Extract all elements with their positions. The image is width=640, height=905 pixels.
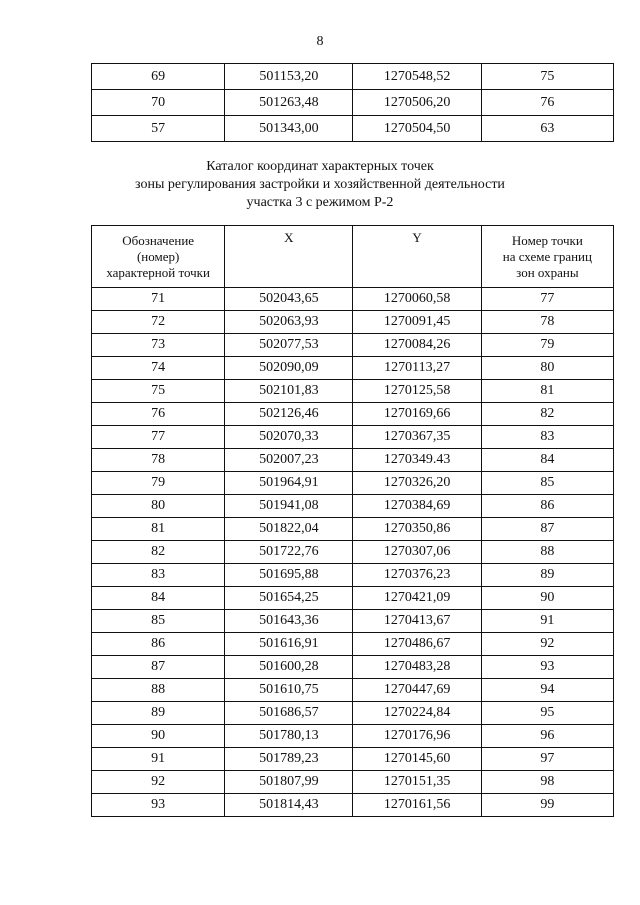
y-coordinate-cell: 1270326,20 [353, 472, 481, 495]
table-row [92, 472, 614, 495]
table-row [92, 116, 614, 142]
table-row [92, 403, 614, 426]
y-coordinate-cell: 1270349.43 [353, 449, 481, 472]
header-col4-line2: на схеме границ [502, 248, 592, 264]
point-number-cell: 93 [92, 794, 225, 817]
y-coordinate-cell: 1270504,50 [353, 116, 481, 142]
x-coordinate-cell: 501789,23 [225, 748, 353, 771]
point-number-cell: 78 [92, 449, 225, 472]
table-row [92, 357, 614, 380]
table-header [92, 226, 614, 288]
header-scheme-point-number [481, 226, 613, 288]
point-number-cell: 75 [92, 380, 225, 403]
table-row [92, 288, 614, 311]
scheme-point-number-cell: 75 [481, 64, 613, 90]
table-row [92, 541, 614, 564]
point-number-cell: 91 [92, 748, 225, 771]
table-row [92, 587, 614, 610]
y-coordinate-cell: 1270506,20 [353, 90, 481, 116]
point-number-cell: 87 [92, 656, 225, 679]
point-number-cell: 74 [92, 357, 225, 380]
catalog-caption [0, 158, 640, 212]
point-number-cell: 57 [92, 116, 225, 142]
point-number-cell: 73 [92, 334, 225, 357]
caption-line-3: участка 3 с режимом Р-2 [246, 195, 394, 210]
scheme-point-number-cell: 90 [481, 587, 613, 610]
y-coordinate-cell: 1270125,58 [353, 380, 481, 403]
table-row [92, 633, 614, 656]
y-coordinate-cell: 1270384,69 [353, 495, 481, 518]
x-coordinate-cell: 501643,36 [225, 610, 353, 633]
header-col1-line2: (номер) [136, 248, 180, 264]
x-coordinate-cell: 501814,43 [225, 794, 353, 817]
scheme-point-number-cell: 91 [481, 610, 613, 633]
scheme-point-number-cell: 92 [481, 633, 613, 656]
table-row [92, 771, 614, 794]
table-row [92, 380, 614, 403]
table-row [92, 656, 614, 679]
y-coordinate-cell: 1270421,09 [353, 587, 481, 610]
header-x-label: X [284, 230, 294, 245]
x-coordinate-cell: 502043,65 [225, 288, 353, 311]
point-number-cell: 83 [92, 564, 225, 587]
x-coordinate-cell: 502077,53 [225, 334, 353, 357]
x-coordinate-cell: 502101,83 [225, 380, 353, 403]
header-point-designation [92, 226, 225, 288]
scheme-point-number-cell: 82 [481, 403, 613, 426]
y-coordinate-cell: 1270176,96 [353, 725, 481, 748]
scheme-point-number-cell: 79 [481, 334, 613, 357]
point-number-cell: 69 [92, 64, 225, 90]
x-coordinate-cell: 501822,04 [225, 518, 353, 541]
point-number-cell: 81 [92, 518, 225, 541]
header-col1-line3: характерной точки [106, 264, 210, 280]
x-coordinate-cell: 501343,00 [225, 116, 353, 142]
x-coordinate-cell: 502126,46 [225, 403, 353, 426]
x-coordinate-cell: 502070,33 [225, 426, 353, 449]
scheme-point-number-cell: 99 [481, 794, 613, 817]
scheme-point-number-cell: 94 [481, 679, 613, 702]
y-coordinate-cell: 1270113,27 [353, 357, 481, 380]
header-col4-line3: зон охраны [516, 264, 579, 280]
x-coordinate-cell: 502063,93 [225, 311, 353, 334]
table-row [92, 610, 614, 633]
x-coordinate-cell: 502090,09 [225, 357, 353, 380]
y-coordinate-cell: 1270413,67 [353, 610, 481, 633]
scheme-point-number-cell: 88 [481, 541, 613, 564]
point-number-cell: 84 [92, 587, 225, 610]
table-row [92, 702, 614, 725]
y-coordinate-cell: 1270376,23 [353, 564, 481, 587]
table-row [92, 495, 614, 518]
table-row [92, 426, 614, 449]
table-row [92, 748, 614, 771]
scheme-point-number-cell: 78 [481, 311, 613, 334]
x-coordinate-cell: 501941,08 [225, 495, 353, 518]
point-number-cell: 86 [92, 633, 225, 656]
point-number-cell: 77 [92, 426, 225, 449]
table-row [92, 564, 614, 587]
y-coordinate-cell: 1270486,67 [353, 633, 481, 656]
scheme-point-number-cell: 81 [481, 380, 613, 403]
y-coordinate-cell: 1270169,66 [353, 403, 481, 426]
x-coordinate-cell: 501964,91 [225, 472, 353, 495]
x-coordinate-cell: 501686,57 [225, 702, 353, 725]
y-coordinate-cell: 1270548,52 [353, 64, 481, 90]
header-col1-line1: Обозначение [122, 232, 195, 248]
continued-coordinates-table [91, 63, 614, 142]
scheme-point-number-cell: 87 [481, 518, 613, 541]
scheme-point-number-cell: 76 [481, 90, 613, 116]
point-number-cell: 76 [92, 403, 225, 426]
scheme-point-number-cell: 95 [481, 702, 613, 725]
scheme-point-number-cell: 84 [481, 449, 613, 472]
y-coordinate-cell: 1270151,35 [353, 771, 481, 794]
scheme-point-number-cell: 97 [481, 748, 613, 771]
y-coordinate-cell: 1270084,26 [353, 334, 481, 357]
continued-table-body [92, 64, 614, 142]
point-number-cell: 70 [92, 90, 225, 116]
x-coordinate-cell: 501263,48 [225, 90, 353, 116]
header-y [353, 226, 481, 288]
scheme-point-number-cell: 80 [481, 357, 613, 380]
x-coordinate-cell: 501722,76 [225, 541, 353, 564]
header-y-label: Y [412, 230, 422, 245]
point-number-cell: 72 [92, 311, 225, 334]
y-coordinate-cell: 1270367,35 [353, 426, 481, 449]
y-coordinate-cell: 1270224,84 [353, 702, 481, 725]
point-number-cell: 79 [92, 472, 225, 495]
scheme-point-number-cell: 85 [481, 472, 613, 495]
table-row [92, 90, 614, 116]
y-coordinate-cell: 1270145,60 [353, 748, 481, 771]
table-row [92, 518, 614, 541]
table-row [92, 311, 614, 334]
x-coordinate-cell: 501695,88 [225, 564, 353, 587]
header-row [92, 226, 614, 288]
scheme-point-number-cell: 63 [481, 116, 613, 142]
scheme-point-number-cell: 89 [481, 564, 613, 587]
point-number-cell: 90 [92, 725, 225, 748]
y-coordinate-cell: 1270091,45 [353, 311, 481, 334]
y-coordinate-cell: 1270483,28 [353, 656, 481, 679]
x-coordinate-cell: 501610,75 [225, 679, 353, 702]
table-row [92, 449, 614, 472]
table-row [92, 679, 614, 702]
point-number-cell: 88 [92, 679, 225, 702]
scheme-point-number-cell: 93 [481, 656, 613, 679]
table-row [92, 725, 614, 748]
table-row [92, 64, 614, 90]
x-coordinate-cell: 501616,91 [225, 633, 353, 656]
point-number-cell: 71 [92, 288, 225, 311]
header-x [225, 226, 353, 288]
x-coordinate-cell: 501600,28 [225, 656, 353, 679]
point-number-cell: 80 [92, 495, 225, 518]
y-coordinate-cell: 1270161,56 [353, 794, 481, 817]
y-coordinate-cell: 1270447,69 [353, 679, 481, 702]
y-coordinate-cell: 1270307,06 [353, 541, 481, 564]
point-number-cell: 89 [92, 702, 225, 725]
scheme-point-number-cell: 77 [481, 288, 613, 311]
scheme-point-number-cell: 96 [481, 725, 613, 748]
point-number-cell: 85 [92, 610, 225, 633]
x-coordinate-cell: 502007,23 [225, 449, 353, 472]
point-number-cell: 92 [92, 771, 225, 794]
header-col4-line1: Номер точки [511, 232, 583, 248]
x-coordinate-cell: 501780,13 [225, 725, 353, 748]
x-coordinate-cell: 501153,20 [225, 64, 353, 90]
page-number: 8 [316, 34, 324, 49]
scheme-point-number-cell: 86 [481, 495, 613, 518]
coordinates-catalog-table [91, 225, 614, 817]
x-coordinate-cell: 501654,25 [225, 587, 353, 610]
caption-line-1: Каталог координат характерных точек [206, 159, 434, 174]
scheme-point-number-cell: 83 [481, 426, 613, 449]
caption-line-2: зоны регулирования застройки и хозяйственной деятельности [135, 177, 505, 192]
point-number-cell: 82 [92, 541, 225, 564]
scheme-point-number-cell: 98 [481, 771, 613, 794]
catalog-table-body [92, 288, 614, 817]
table-row [92, 334, 614, 357]
table-row [92, 794, 614, 817]
y-coordinate-cell: 1270350,86 [353, 518, 481, 541]
y-coordinate-cell: 1270060,58 [353, 288, 481, 311]
x-coordinate-cell: 501807,99 [225, 771, 353, 794]
